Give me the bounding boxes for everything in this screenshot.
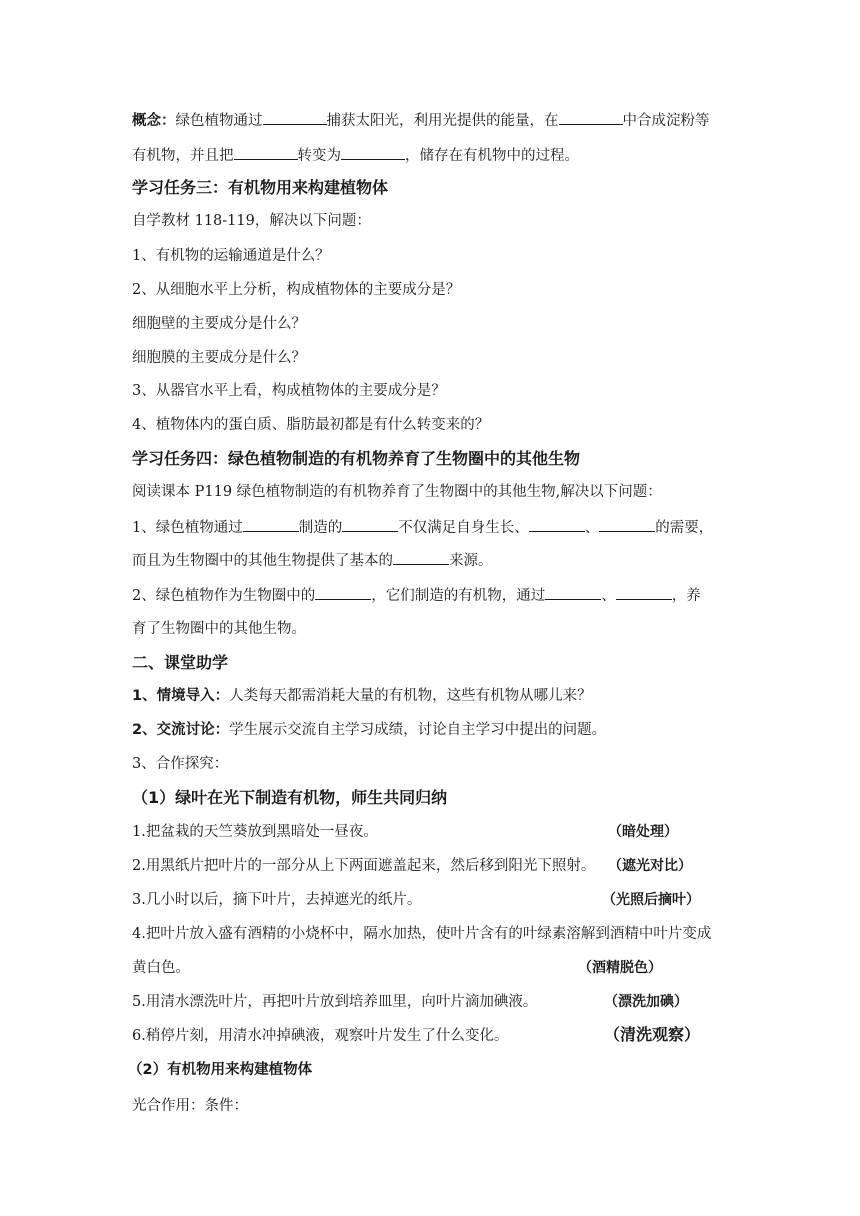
concept-text: 转变为 [297, 148, 341, 164]
step-2: 2.用黑纸片把叶片的一部分从上下两面遮盖起来，然后移到阳光下照射。 [132, 858, 596, 874]
task4-text: 、 [601, 588, 616, 604]
step-2-tag: （遮光对比） [608, 858, 692, 874]
step-4: 4.把叶片放入盛有酒精的小烧杯中，隔水加热，使叶片含有的叶绿素溶解到酒精中叶片变成 [132, 926, 712, 942]
fill-blank[interactable] [342, 517, 398, 532]
task4-text: 制造的 [298, 520, 343, 536]
fill-blank[interactable] [315, 585, 371, 600]
task3-q1: 1、有机物的运输通道是什么？ [132, 248, 330, 264]
fill-blank[interactable] [529, 517, 585, 532]
task4-text: 来源。 [449, 553, 493, 569]
task4-q1-line1 [132, 517, 713, 538]
step-6: 6.稍停片刻，用清水冲掉碘液，观察叶片发生了什么变化。 [132, 1028, 509, 1044]
task3-title: 学习任务三：有机物用来构建植物体 [132, 178, 389, 197]
step-6-tag: （清洗观察） [604, 1025, 701, 1044]
item-text: 人类每天都需消耗大量的有机物，这些有机物从哪儿来？ [229, 688, 592, 704]
explore2-line: 光合作用：条件： [132, 1098, 248, 1114]
step-3-tag: （光照后摘叶） [602, 892, 700, 908]
task3-q2a: 细胞壁的主要成分是什么？ [132, 316, 306, 332]
task4-text: 不仅满足自身生长、 [398, 520, 529, 536]
fill-blank[interactable] [263, 110, 327, 125]
task4-q2-line2: 育了生物圈中的其他生物。 [132, 621, 306, 637]
task3-q3: 3、从器官水平上看，构成植物体的主要成分是？ [132, 383, 446, 399]
section2-s1 [132, 686, 592, 706]
step-5-tag: （漂洗加碘） [604, 994, 688, 1010]
concept-line-2 [132, 145, 579, 166]
fill-blank[interactable] [545, 585, 601, 600]
task3-q4: 4、植物体内的蛋白质、脂肪最初都是有什么转变来的？ [132, 417, 490, 433]
step-4-tag: （酒精脱色） [578, 960, 662, 976]
fill-blank[interactable] [234, 145, 298, 160]
concept-text: 捕获太阳光，利用光提供的能量，在 [326, 113, 559, 129]
task4-title: 学习任务四：绿色植物制造的有机物养育了生物圈中的其他生物 [132, 449, 581, 468]
task4-text: 2、绿色植物作为生物圈中的 [132, 588, 316, 604]
item-text: 学生展示交流自主学习成绩，讨论自主学习中提出的问题。 [229, 722, 607, 738]
concept-line-1 [132, 110, 710, 131]
task4-q1-line2 [132, 550, 493, 571]
step-1: 1.把盆栽的天竺葵放到黑暗处一昼夜。 [132, 824, 378, 840]
concept-text: 中合成淀粉等 [622, 113, 710, 129]
step-3: 3.几小时以后，摘下叶片，去掉遮光的纸片。 [132, 892, 422, 908]
step-5: 5.用清水漂洗叶片，再把叶片放到培养皿里，向叶片滴加碘液。 [132, 994, 538, 1010]
item-label: 2、交流讨论： [132, 722, 230, 738]
concept-text: 绿色植物通过 [175, 113, 263, 129]
task4-intro: 阅读课本 P119 绿色植物制造的有机物养育了生物圈中的其他生物,解决以下问题： [132, 484, 662, 500]
concept-text: 有机物，并且把 [132, 148, 234, 164]
task3-q2: 2、从细胞水平上分析，构成植物体的主要成分是？ [132, 282, 461, 298]
task4-text: ，它们制造的有机物，通过 [371, 588, 546, 604]
step-1-tag: （暗处理） [608, 824, 678, 840]
explore1-title: （1）绿叶在光下制造有机物，师生共同归纳 [132, 788, 448, 807]
task4-text: ，养 [671, 588, 701, 604]
task4-text: 1、绿色植物通过 [132, 520, 243, 536]
task3-intro: 自学教材 118-119，解决以下问题： [132, 213, 371, 229]
concept-text: ，储存在有机物中的过程。 [405, 148, 579, 164]
fill-blank[interactable] [341, 145, 405, 160]
fill-blank[interactable] [393, 550, 449, 565]
task4-text: 、 [584, 520, 600, 536]
fill-blank[interactable] [243, 517, 299, 532]
concept-label: 概念： [132, 113, 176, 129]
task4-q2-line1 [132, 585, 701, 606]
section2-s3: 3、合作探究： [132, 756, 229, 772]
section2-title: 二、课堂助学 [132, 653, 229, 672]
item-label: 1、情境导入： [132, 688, 230, 704]
fill-blank[interactable] [599, 517, 655, 532]
task3-q2b: 细胞膜的主要成分是什么？ [132, 350, 306, 366]
explore2-title: （2）有机物用来构建植物体 [128, 1062, 313, 1078]
fill-blank[interactable] [559, 110, 623, 125]
step-4-cont: 黄白色。 [132, 960, 190, 976]
task4-text: 的需要， [655, 520, 714, 536]
fill-blank[interactable] [616, 585, 672, 600]
task4-text: 而且为生物圈中的其他生物提供了基本的 [132, 553, 393, 569]
section2-s2 [132, 720, 606, 740]
